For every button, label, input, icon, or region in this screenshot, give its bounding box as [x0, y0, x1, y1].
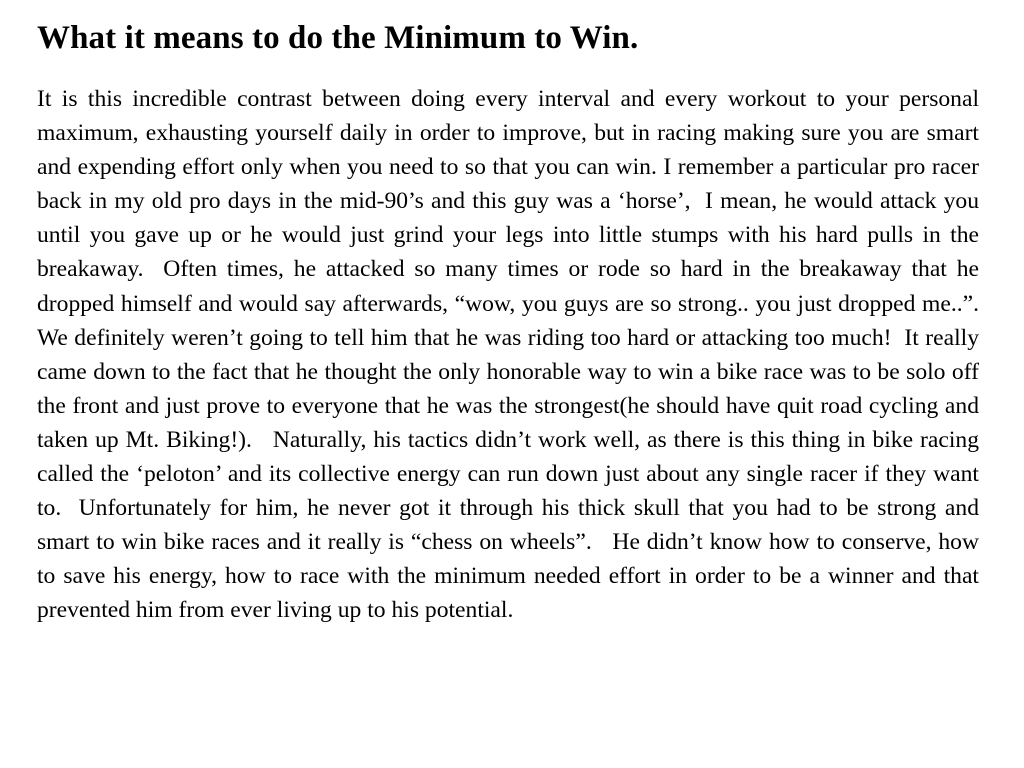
- slide-body-text: It is this incredible contrast between doing every interval and every workout to your personal maximum, exhausting yourself daily in order to improve, but in racing making sure you are smart and expending effort only when you need to so that you can win. I remember a particular pro racer back in my old pro days in the mid-90’s and this guy was a ‘horse’, I mean, he would attack you until you gave up or he would just grind your legs into little stumps with his hard pulls in the breakaway. Often times, he attacked so many times or rode so hard in the breakaway that he dropped himself and would say afterwards, “wow, you guys are so strong.. you just dropped me..”. We definitely weren’t going to tell him that he was riding too hard or attacking too much! It really came down to the fact that he thought the only honorable way to win a bike race was to be solo off the front and just prove to everyone that he was the strongest(he should have quit road cycling and taken up Mt. Biking!). Naturally, his tactics didn’t work well, as there is this thing in bike racing called the ‘peloton’ and its collective energy can run down just about any single racer if they want to. Unfortunately for him, he never got it through his thick skull that you had to be strong and smart to win bike races and it really is “chess on wheels”. He didn’t know how to conserve, how to save his energy, how to race with the minimum needed effort in order to be a winner and that prevented him from ever living up to his potential.: [37, 86, 991, 624]
- slide-title: What it means to do the Minimum to Win.: [37, 20, 639, 56]
